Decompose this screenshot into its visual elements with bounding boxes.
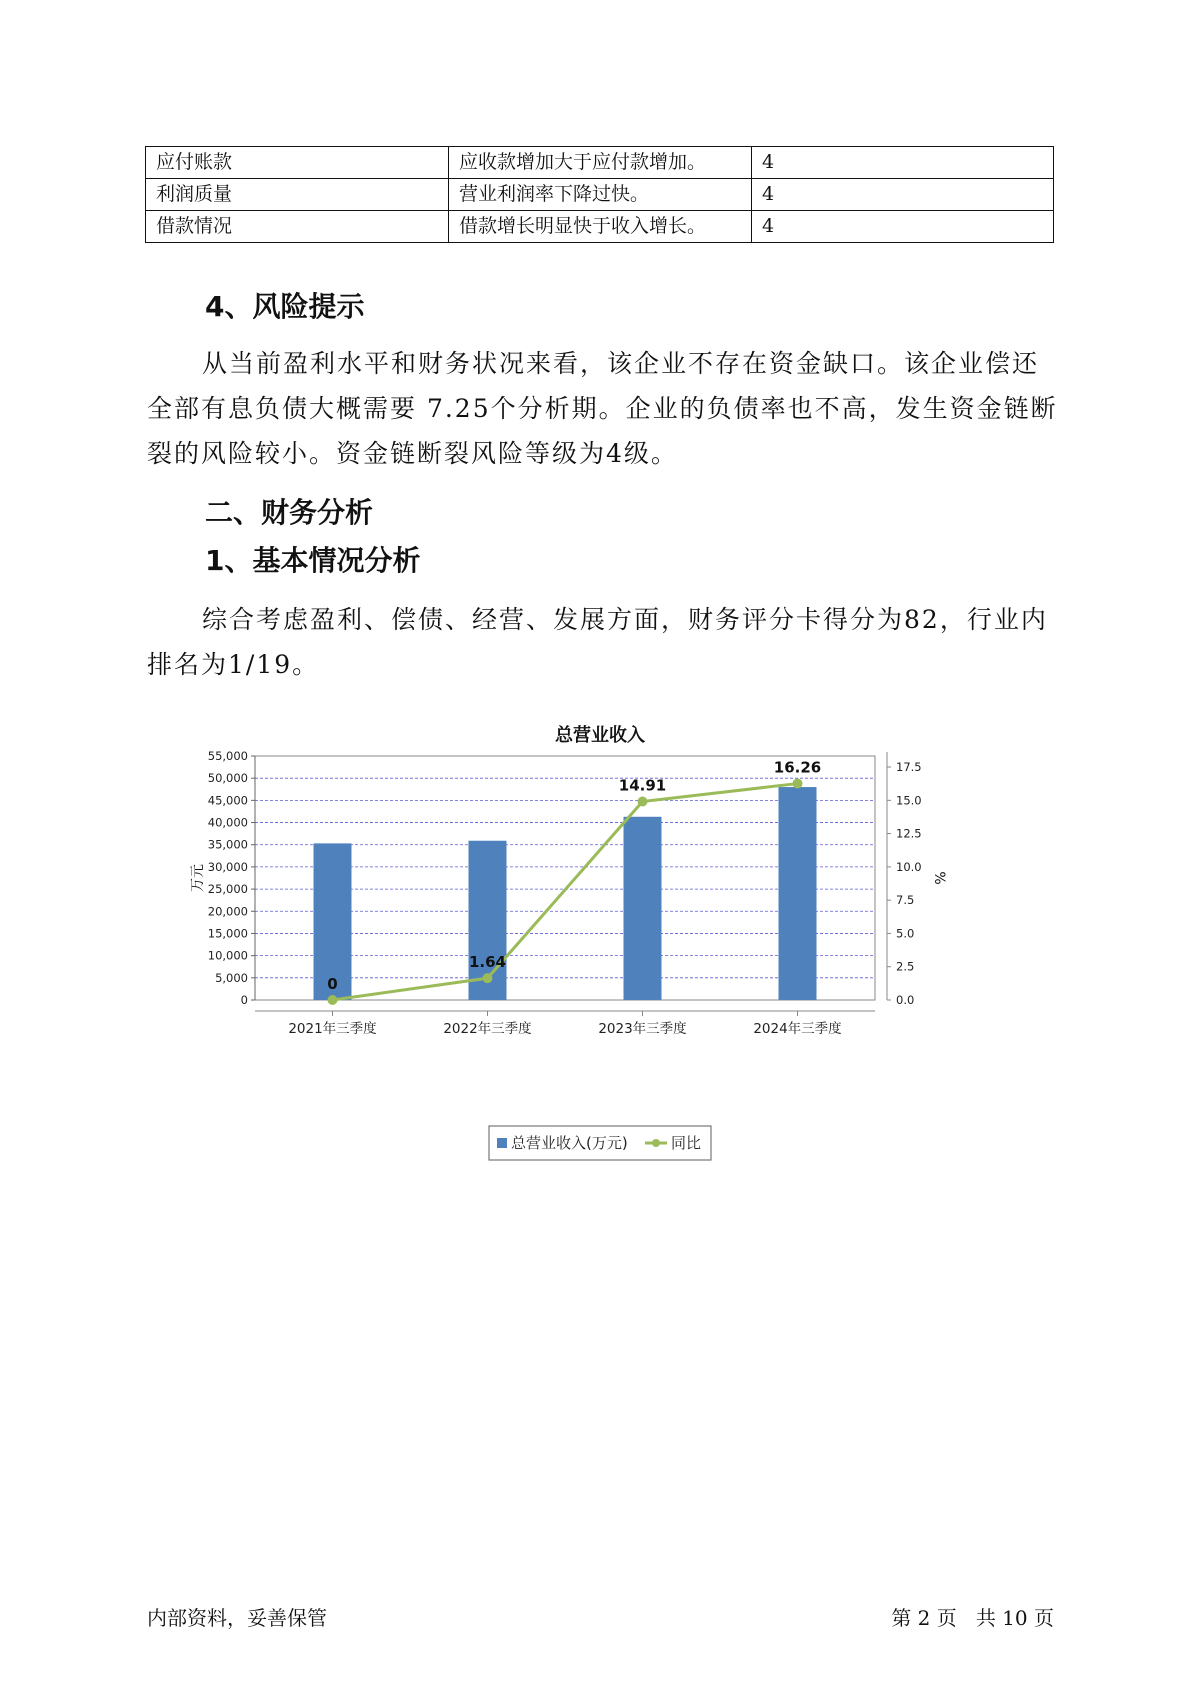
chart-title: 总营业收入 [555,725,645,746]
yoy-data-label: 14.91 [618,776,667,795]
revenue-chart [180,715,1040,1175]
finance-paragraph [147,597,1065,687]
line-series [327,759,821,1005]
left-tick-label: 45,000 [207,793,248,808]
risk-paragraph-text: 从当前盈利水平和财务状况来看，该企业不存在资金缺口。该企业偿还全部有息负债大概需要 7.25个分析期。企业的负债率也不高，发生资金链断裂的风险较小。资金链断裂风险等级为4级。 [147,349,1058,468]
table-cell-desc: 营业利润率下降过快。 [449,179,752,211]
legend-bar-label: 总营业收入(万元) [511,1134,628,1152]
x-tick-label: 2024年三季度 [753,1021,842,1037]
risk-heading: 4、风险提示 [205,290,365,323]
right-tick-label: 12.5 [896,826,922,841]
table-cell-desc: 应收款增加大于应付款增加。 [449,147,752,179]
left-tick-label: 30,000 [207,859,248,874]
basic-analysis-heading: 1、基本情况分析 [205,544,421,577]
legend-line-marker [652,1139,660,1147]
yoy-data-label: 1.64 [468,953,507,972]
right-tick-label: 10.0 [896,859,922,874]
table-cell-item: 借款情况 [146,211,449,243]
left-tick-label: 40,000 [207,815,248,830]
table-cell-desc: 借款增长明显快于收入增长。 [449,211,752,243]
revenue-bar [624,817,662,1000]
x-tick-label: 2021年三季度 [288,1021,377,1037]
left-axis-label: 万元 [190,864,206,892]
yoy-point [483,973,493,983]
legend-line-label: 同比 [671,1134,702,1152]
yoy-point [793,779,803,789]
left-tick-label: 15,000 [207,926,248,941]
left-tick-label: 25,000 [207,882,248,897]
risk-table [145,146,1054,243]
right-tick-label: 15.0 [896,793,922,808]
finance-heading: 二、财务分析 [205,496,374,529]
x-tick-label: 2023年三季度 [598,1021,687,1037]
left-tick-label: 35,000 [207,837,248,852]
footer-left: 内部资料，妥善保管 [147,1606,327,1630]
table-row [146,179,1054,211]
right-axis [887,752,922,1007]
right-tick-label: 0.0 [896,993,915,1007]
table-cell-score: 4 [752,179,1054,211]
left-tick-label: 20,000 [207,904,248,919]
table-cell-score: 4 [752,211,1054,243]
yoy-data-label: 0 [327,975,338,993]
left-tick-label: 5,000 [215,970,248,985]
table-row [146,147,1054,179]
left-tick-label: 0 [240,993,248,1007]
left-axis [208,749,255,1007]
yoy-line [333,784,798,1000]
right-tick-label: 2.5 [896,959,915,974]
table-cell-score: 4 [752,147,1054,179]
x-tick-label: 2022年三季度 [443,1021,532,1037]
bar-series [314,787,817,1000]
x-axis [255,1011,875,1037]
legend-bar-swatch [497,1138,507,1148]
revenue-bar [779,787,817,1000]
risk-paragraph [147,341,1065,476]
left-tick-label: 50,000 [207,771,248,786]
table-cell-item: 应付账款 [146,147,449,179]
chart-legend [489,1126,711,1160]
yoy-point [638,797,648,807]
left-tick-label: 55,000 [207,749,248,763]
footer-page-number: 第 2 页 共 10 页 [891,1606,1054,1630]
yoy-point [328,995,338,1005]
finance-paragraph-text: 综合考虑盈利、偿债、经营、发展方面，财务评分卡得分为82，行业内排名为1/19。 [147,605,1048,679]
right-axis-label: % [931,871,947,885]
left-tick-label: 10,000 [207,948,248,963]
table-cell-item: 利润质量 [146,179,449,211]
yoy-data-label: 16.26 [773,758,822,777]
table-row [146,211,1054,243]
right-tick-label: 5.0 [896,926,915,941]
right-tick-label: 7.5 [896,893,915,908]
right-tick-label: 17.5 [896,760,922,775]
